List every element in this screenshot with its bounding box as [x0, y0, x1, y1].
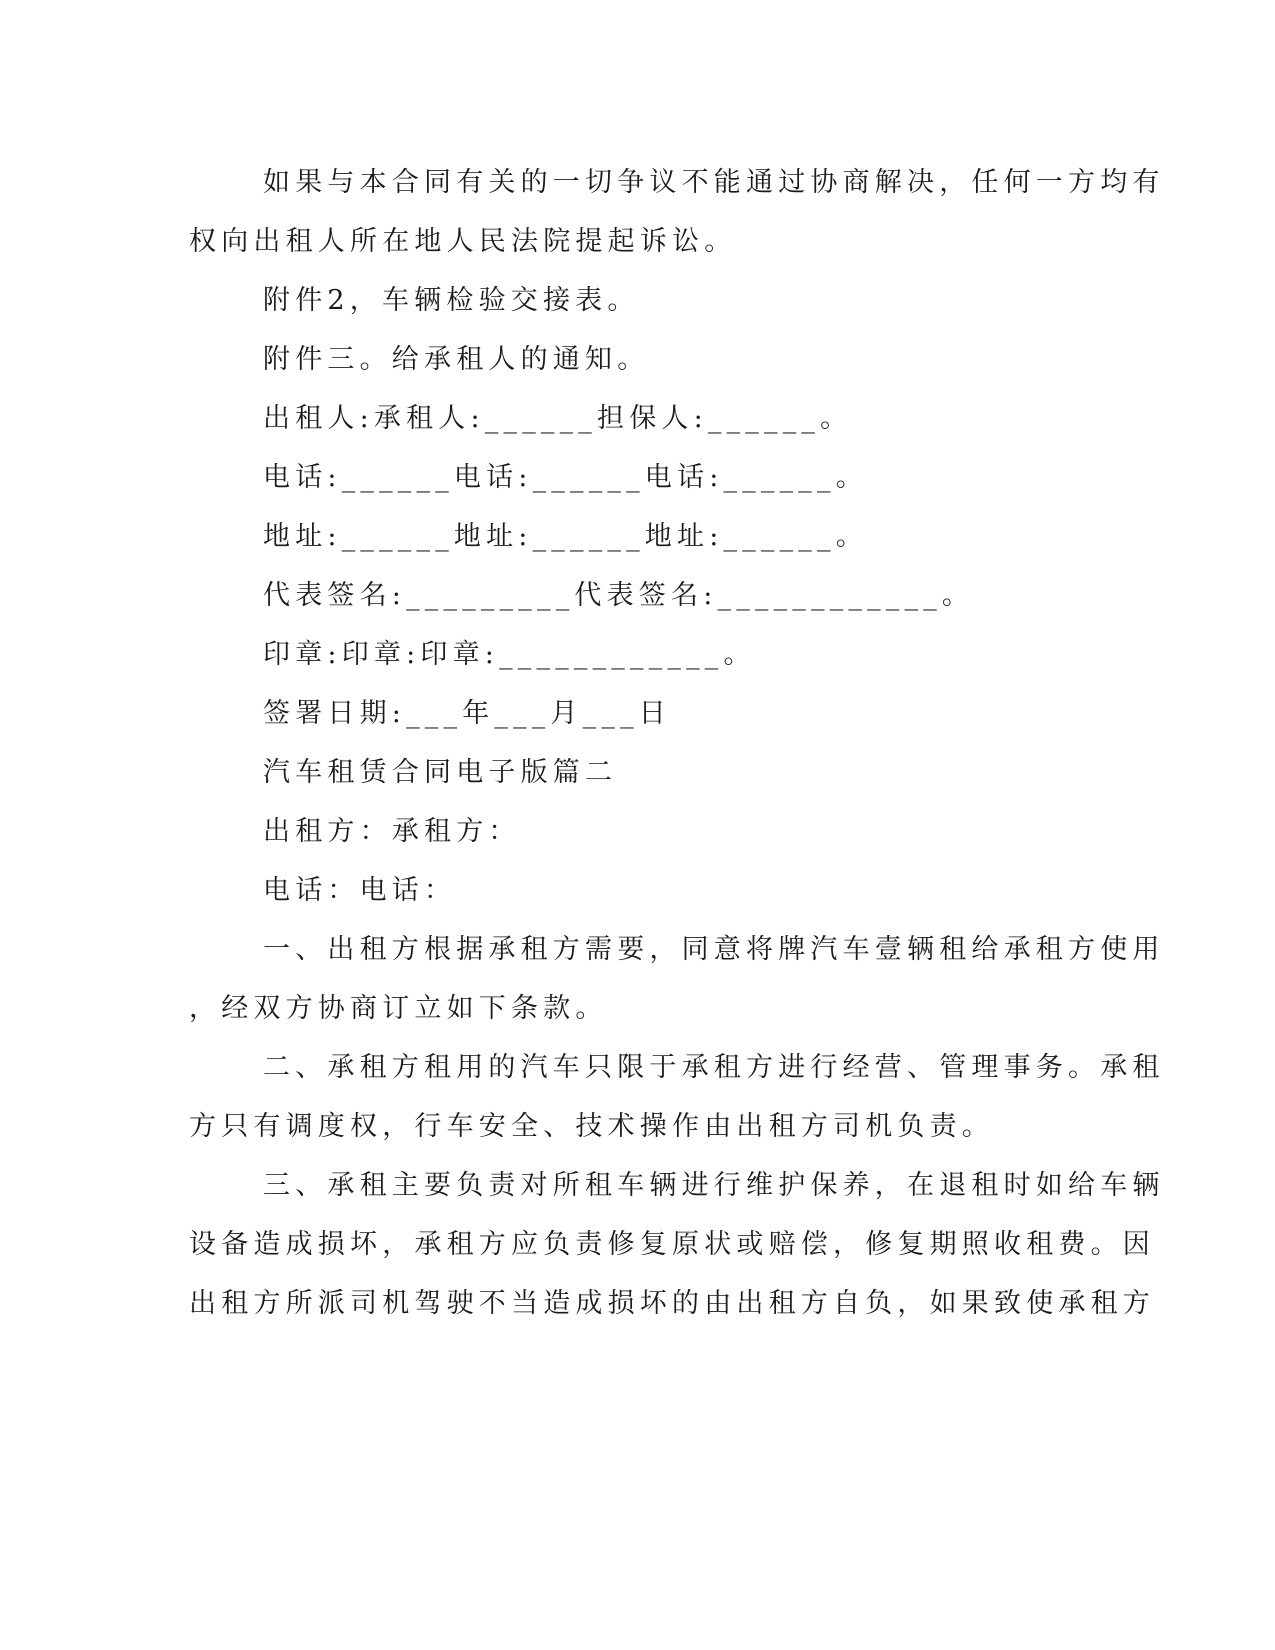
- signature-field-line: 地址:______地址:______地址:______。: [263, 521, 868, 552]
- paragraph-line: 一、出租方根据承租方需要，同意将牌汽车壹辆租给承租方使用: [263, 934, 1165, 965]
- signature-field-line: 代表签名:_________代表签名:____________。: [263, 580, 975, 611]
- party-line: 电话：电话：: [263, 875, 457, 906]
- paragraph-line: ，经双方协商订立如下条款。: [189, 993, 608, 1024]
- party-line: 出租方：承租方：: [263, 816, 521, 847]
- paragraph-line: 如果与本合同有关的一切争议不能通过协商解决，任何一方均有: [263, 167, 1165, 198]
- paragraph-line: 权向出租人所在地人民法院提起诉讼。: [189, 226, 737, 257]
- section-title: 汽车租赁合同电子版篇二: [263, 757, 618, 788]
- signature-field-line: 出租人:承租人:______担保人:______。: [263, 403, 853, 434]
- paragraph-line: 二、承租方租用的汽车只限于承租方进行经营、管理事务。承租: [263, 1052, 1165, 1083]
- attachment-line: 附件三。给承租人的通知。: [263, 344, 650, 375]
- paragraph-line: 方只有调度权，行车安全、技术操作由出租方司机负责。: [189, 1111, 994, 1142]
- paragraph-line: 出租方所派司机驾驶不当造成损坏的由出租方自负，如果致使承租方: [189, 1288, 1155, 1319]
- attachment-line: 附件2，车辆检验交接表。: [263, 285, 640, 316]
- signature-field-line: 印章:印章:印章:____________。: [263, 639, 756, 670]
- paragraph-line: 三、承租主要负责对所租车辆进行维护保养，在退租时如给车辆: [263, 1170, 1165, 1201]
- signing-date-line: 签署日期:___年___月___日: [263, 698, 671, 729]
- signature-field-line: 电话:______电话:______电话:______。: [263, 462, 868, 493]
- paragraph-line: 设备造成损坏，承租方应负责修复原状或赔偿，修复期照收租费。因: [189, 1229, 1155, 1260]
